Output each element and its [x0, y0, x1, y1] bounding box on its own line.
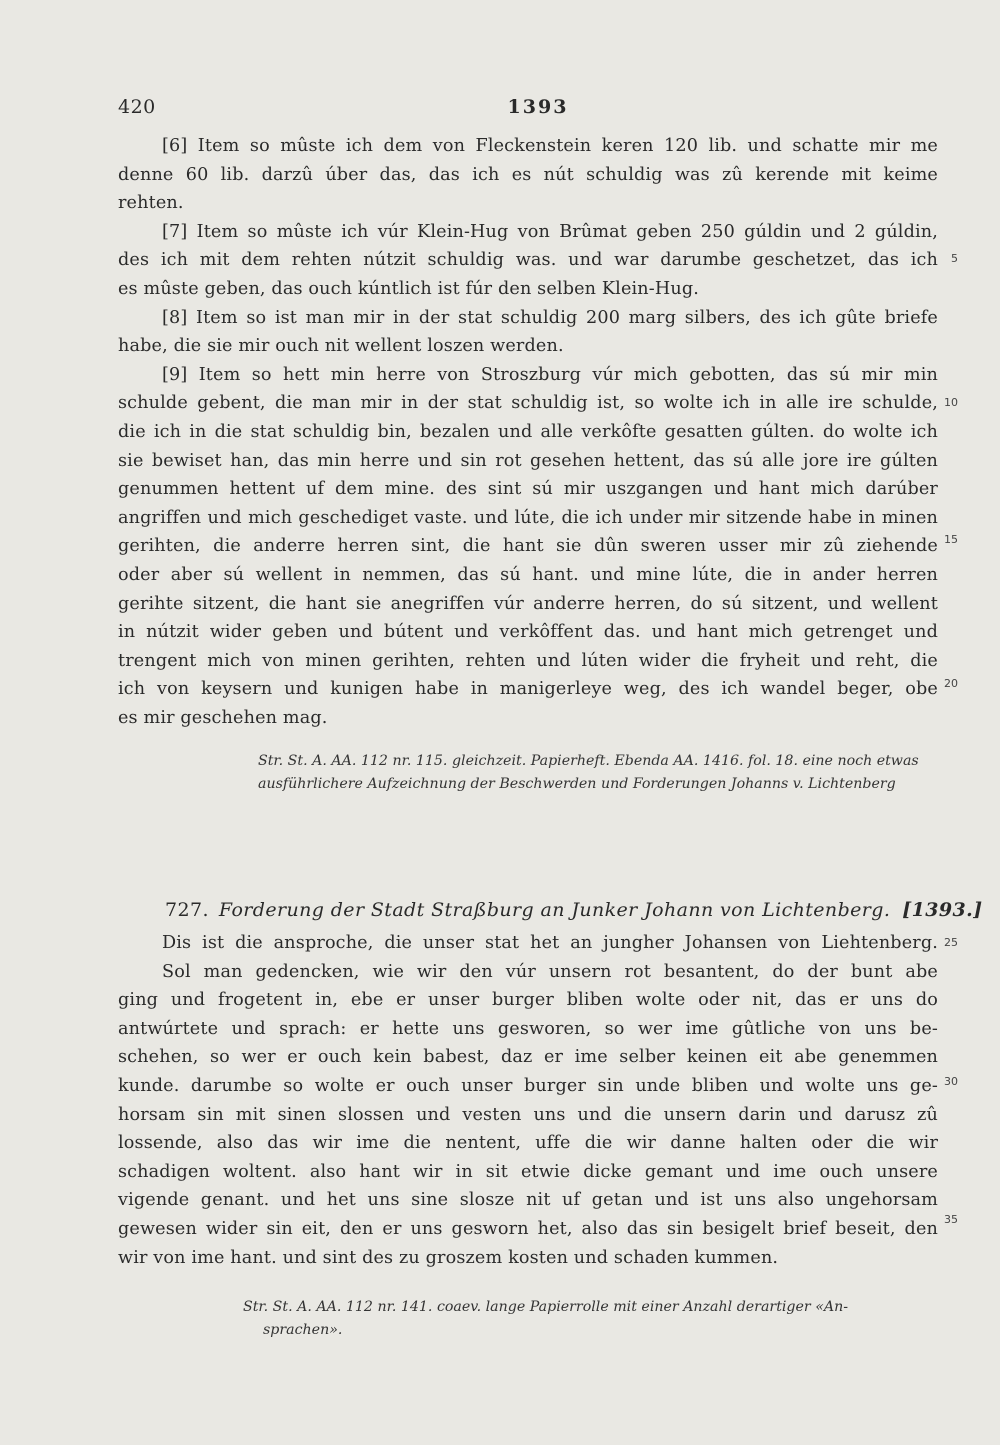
line-number: 10	[944, 396, 958, 409]
text-line: es mir geschehen mag.	[118, 707, 328, 728]
text-line: angriffen und mich geschediget vaste. und lúte, die ich under mir sitzende habe in minen	[118, 507, 938, 528]
line-number: 5	[951, 252, 958, 265]
document-number: 727.	[165, 899, 209, 921]
running-header	[118, 96, 938, 126]
text-line: [7] Item so mûste ich vúr Klein-Hug von Brûmat geben 250 gúldin und 2 gúldin,	[162, 221, 938, 242]
text-line: Dis ist die ansproche, die unser stat het an jungher Johansen von Liehtenberg.	[162, 933, 938, 953]
text-line: horsam sin mit sinen slossen und vesten uns und die unsern darin und darusz zû	[118, 1104, 938, 1125]
text-line: vigende genant. und het uns sine slosze nit uf getan und ist uns also ungehorsam	[118, 1190, 938, 1211]
text-line: trengent mich von minen gerihten, rehten und lúten wider die fryheit und reht, die	[118, 650, 938, 671]
note-line: sprachen».	[263, 1321, 343, 1338]
text-line: habe, die sie mir ouch nit wellent loszen werden.	[118, 336, 564, 357]
text-line: kunde. darumbe so wolte er ouch unser burger sin unde bliben und wolte uns ge-	[118, 1075, 938, 1096]
text-line: wir von ime hant. und sint des zu groszem kosten und schaden kummen.	[118, 1247, 779, 1268]
text-line: ich von keysern und kunigen habe in manigerleye weg, des ich wandel beger, obe	[118, 679, 938, 700]
text-line: es mûste geben, das ouch kúntlich ist fúr den selben Klein-Hug.	[118, 278, 700, 299]
text-line: gerihte sitzent, die hant sie anegriffen vúr anderre herren, do sú sitzent, und wellent	[118, 593, 938, 614]
text-line: rehten.	[118, 193, 184, 214]
line-number: 30	[944, 1075, 958, 1088]
text-line: in nútzit wider geben und bútent und verkôffent das. und hant mich getrenget und	[118, 622, 938, 643]
line-number: 20	[944, 677, 958, 690]
line-number: 15	[944, 533, 958, 546]
note-line: Str. St. A. AA. 112 nr. 141. coaev. lange Papierrolle mit einer Anzahl derartiger «An-	[243, 1299, 849, 1315]
text-line: schulde gebent, die man mir in der stat schuldig ist, so wolte ich in alle ire schulde,	[118, 393, 938, 414]
text-line: oder aber sú wellent in nemmen, das sú hant. und mine lúte, die in ander herren	[118, 564, 938, 585]
line-number: 35	[944, 1213, 958, 1226]
text-line: des ich mit dem rehten nútzit schuldig was. und war darumbe geschetzet, das ich	[118, 250, 938, 271]
text-line: denne 60 lib. darzû úber das, das ich es nút schuldig was zû kerende mit keime	[118, 164, 938, 185]
source-note	[258, 750, 948, 795]
text-line: [6] Item so mûste ich dem von Fleckenstein keren 120 lib. und schatte mir me	[162, 136, 938, 156]
note-line: Str. St. A. AA. 112 nr. 115. gleichzeit. Papierheft. Ebenda AA. 1416. fol. 18. eine noch etwas	[258, 753, 919, 769]
text-line: die ich in die stat schuldig bin, bezalen und alle verkôfte gesatten gúlten. do wolte ich	[118, 421, 938, 442]
text-line: ging und frogetent in, ebe er unser burger bliben wolte oder nit, das er uns do	[118, 990, 938, 1011]
text-line: sie bewiset han, das min herre und sin rot gesehen hettent, das sú alle jore ire gúlten	[118, 450, 938, 471]
document-date: [1393.]	[902, 899, 983, 921]
document-heading	[165, 899, 983, 921]
text-line: [9] Item so hett min herre von Stroszburg vúr mich gebotten, das sú mir min	[162, 364, 938, 385]
text-line: gerihten, die anderre herren sint, die hant sie dûn sweren usser mir zû ziehende	[118, 536, 938, 557]
text-line: lossende, also das wir ime die nentent, uffe die wir danne halten oder die wir	[118, 1133, 938, 1154]
source-note	[243, 1296, 943, 1341]
text-line: schehen, so wer er ouch kein babest, daz er ime selber keinen eit abe genemmen	[118, 1047, 938, 1068]
line-number: 25	[944, 936, 958, 949]
note-line: ausführlichere Aufzeichnung der Beschwerden und Forderungen Johanns v. Lichtenberg	[258, 775, 896, 792]
text-line: [8] Item so ist man mir in der stat schuldig 200 marg silbers, des ich gûte briefe	[162, 307, 938, 328]
text-line: genummen hettent uf dem mine. des sint sú mir uszgangen und hant mich darúber	[118, 479, 938, 500]
page-number: 420	[118, 96, 156, 118]
section1-body	[118, 132, 938, 732]
document-title: Forderung der Stadt Straßburg an Junker Johann von Lichtenberg.	[218, 899, 891, 921]
text-line: antwúrtete und sprach: er hette uns gesworen, so wer ime gûtliche von uns be-	[118, 1018, 938, 1039]
text-line: Sol man gedencken, wie wir den vúr unsern rot besantent, do der bunt abe	[162, 961, 938, 982]
text-line: schadigen woltent. also hant wir in sit etwie dicke gemant und ime ouch unsere	[118, 1161, 938, 1182]
section2-body	[118, 929, 938, 1272]
running-year: 1393	[507, 96, 569, 118]
text-line: gewesen wider sin eit, den er uns gesworn het, also das sin besigelt brief beseit, den	[118, 1218, 938, 1239]
